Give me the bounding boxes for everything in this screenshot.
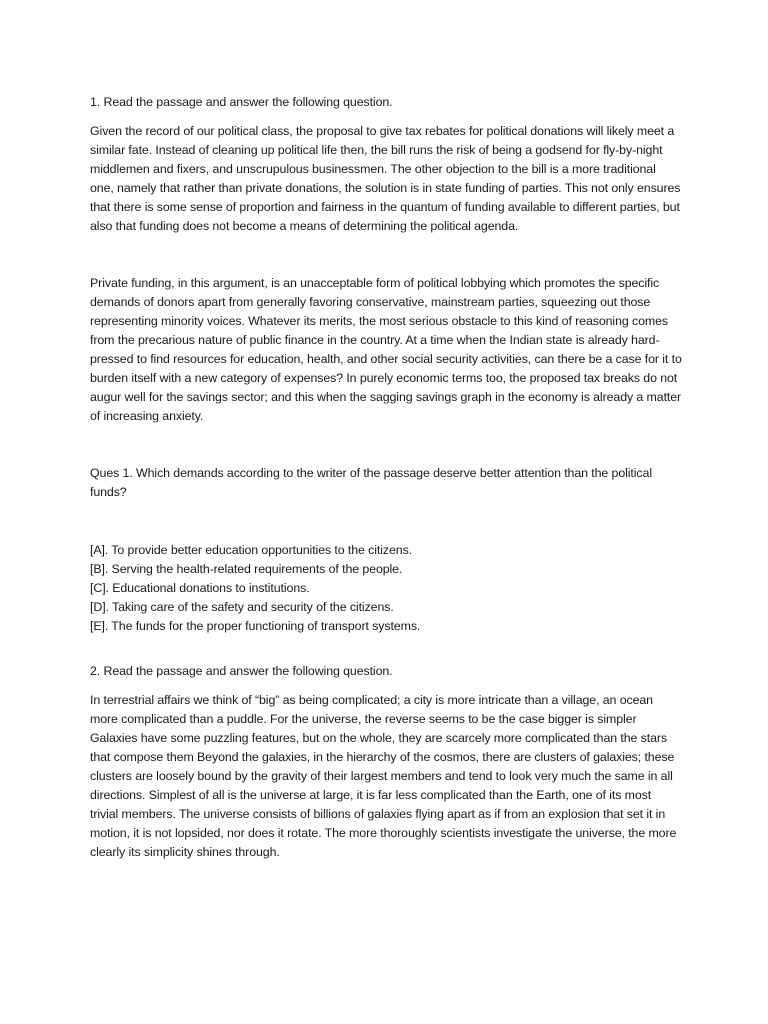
question-1-heading: 1. Read the passage and answer the following question.	[90, 95, 393, 109]
option-e: [E]. The funds for the proper functioning of transport systems.	[90, 619, 421, 633]
option-d: [D]. Taking care of the safety and security of the citizens.	[90, 600, 394, 614]
question-1-passage-paragraph-1: Given the record of our political class, the proposal to give tax rebates for political donations will likely meet a similar fate. Instead of cleaning up political life then, the bill runs the risk of being a godsend for fly-by-night middlemen and fixers, and unscrupulous businessmen. The other objection to the bill is a more traditional one, namely that rather than private donations, the solution is in state funding of parties. This not only ensures that there is some sense of proportion and fairness in the quantum of funding available to different parties, but also that funding does not become a means of determining the political agenda.	[90, 124, 681, 233]
spacer	[90, 636, 682, 662]
spacer	[90, 502, 682, 541]
option-b: [B]. Serving the health-related requirements of the people.	[90, 562, 403, 576]
option-c: [C]. Educational donations to institutions.	[90, 581, 310, 595]
question-2-heading: 2. Read the passage and answer the following question.	[90, 664, 393, 678]
question-1-prompt: Ques 1. Which demands according to the writer of the passage deserve better attention than the political funds?	[90, 466, 652, 499]
spacer	[90, 236, 682, 274]
question-1-passage-paragraph-2: Private funding, in this argument, is an unacceptable form of political lobbying which promotes the specific demands of donors apart from generally favoring conservative, mainstream parties, squeezing out those representing minority voices. Whatever its merits, the most serious obstacle to this kind of reasoning comes from the precarious nature of public finance in the country. At a time when the Indian state is already hard-pressed to find resources for education, health, and other social security activities, can there be a case for it to burden itself with a new category of expenses? In purely economic terms too, the proposed tax breaks do not augur well for the savings sector; and this when the sagging savings graph in the economy is already a matter of increasing anxiety.	[90, 276, 682, 423]
question-2-passage-paragraph-1: In terrestrial affairs we think of “big” as being complicated; a city is more intricate than a village, an ocean more complicated than a puddle. For the universe, the reverse seems to be the case bigger is simpler Galaxies have some puzzling features, but on the whole, they are scarcely more complicated than the stars that compose them Beyond the galaxies, in the hierarchy of the cosmos, there are clusters of galaxies; these clusters are loosely bound by the gravity of their largest members and tend to look very much the same in all directions. Simplest of all is the universe at large, it is far less complicated than the Earth, one of its most trivial members. The universe consists of billions of galaxies flying apart as if from an explosion that set it in motion, it is not lopsided, nor does it rotate. The more thoroughly scientists investigate the universe, the more clearly its simplicity shines through.	[90, 693, 677, 859]
document-body	[90, 93, 682, 862]
spacer	[90, 426, 682, 464]
option-a: [A]. To provide better education opportunities to the citizens.	[90, 543, 413, 557]
